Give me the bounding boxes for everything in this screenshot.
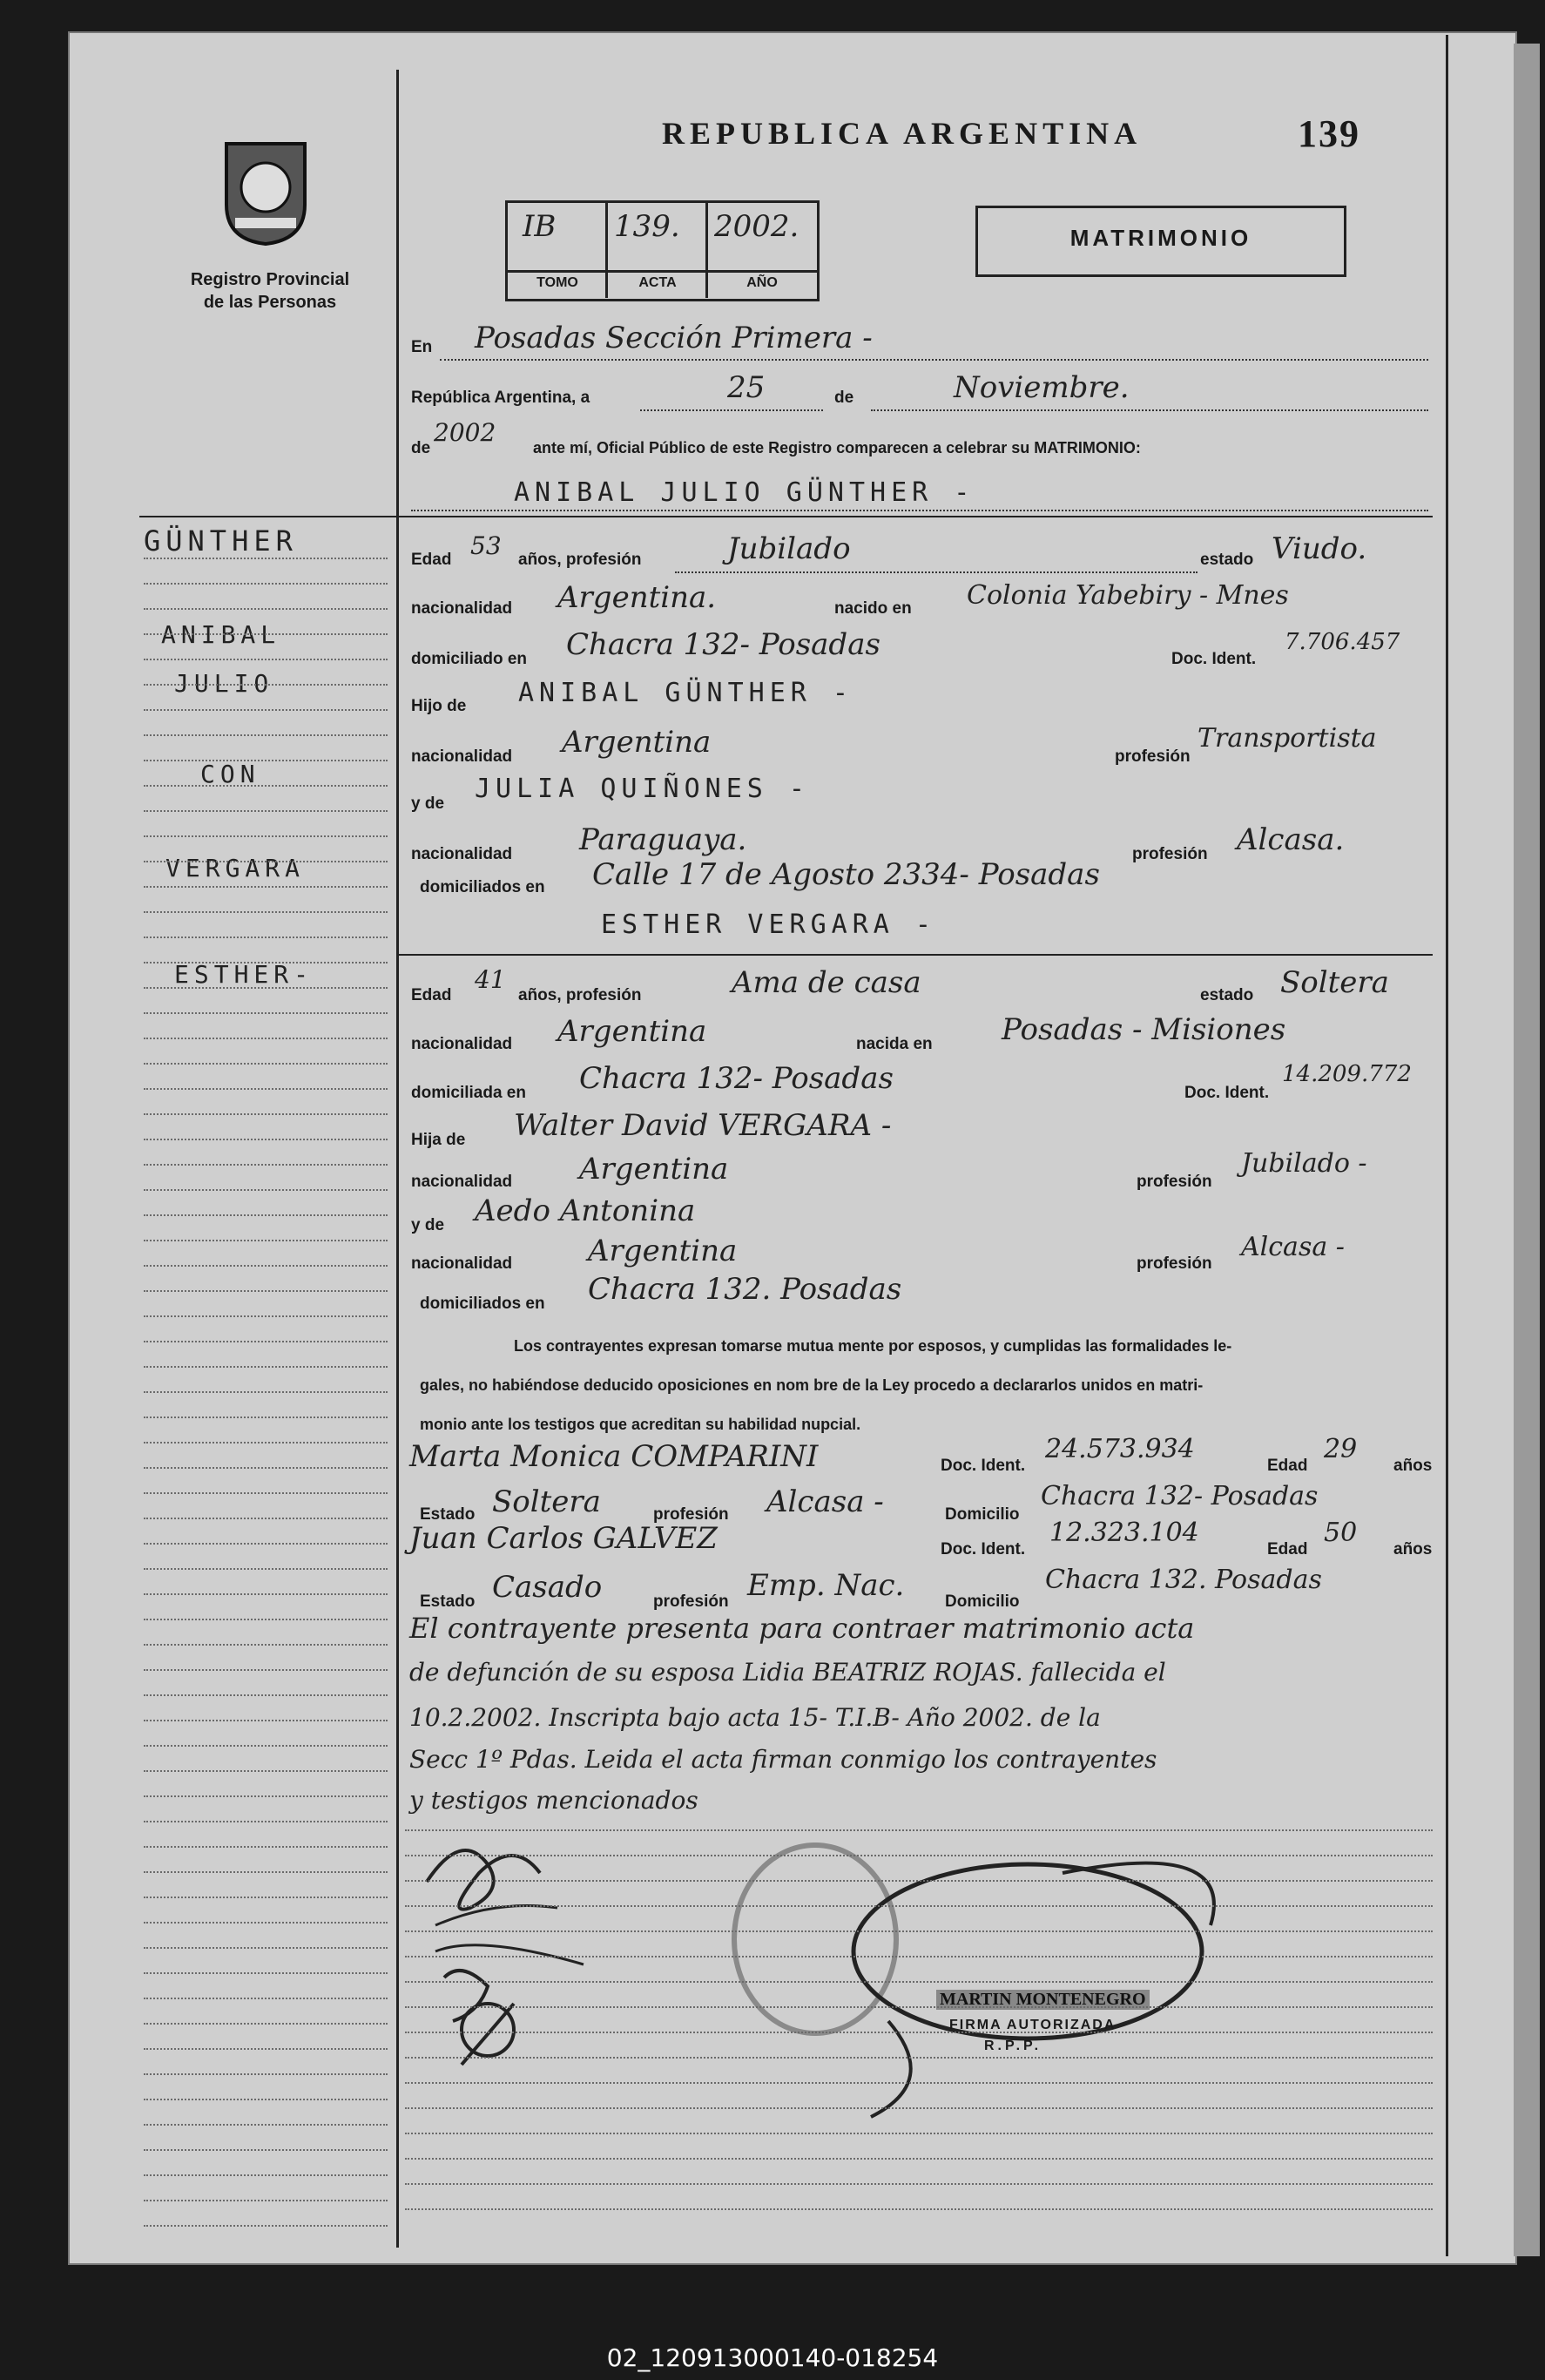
- margin-rule-line: [144, 2200, 388, 2201]
- paragraph-line: Los contrayentes expresan tomarse mutua mente por esposos, y cumplidas las formalidades le-: [514, 1337, 1232, 1355]
- label: Edad: [411, 551, 452, 569]
- label: y de: [411, 794, 445, 813]
- main-rule-line: [405, 2133, 1433, 2134]
- margin-rule-line: [144, 1972, 388, 1974]
- margin-rule-line: [144, 734, 388, 736]
- margin-rule-line: [144, 1821, 388, 1822]
- de-year-label: de: [411, 439, 431, 457]
- registry-name: Registro Provincial de las Personas: [190, 270, 350, 312]
- margin-rule-line: [144, 2048, 388, 2050]
- margin-rule-line: [144, 1265, 388, 1267]
- page-number: 139: [1298, 112, 1360, 155]
- label: profesión: [1115, 747, 1191, 766]
- ano-value: 2002.: [714, 209, 799, 244]
- de-label: de: [834, 389, 854, 407]
- line: [411, 510, 1428, 511]
- acta-value: 139.: [614, 209, 680, 244]
- margin-rule-line: [144, 1063, 388, 1065]
- groom-father-prof: Transportista: [1198, 723, 1377, 754]
- margin-con: CON: [200, 760, 260, 788]
- witness2-address: Chacra 132. Posadas: [1045, 1565, 1322, 1595]
- margin-rule-line: [144, 633, 388, 635]
- margin-rule-line: [144, 684, 388, 686]
- groom-age: 53: [470, 531, 502, 560]
- margin-rule-line: [144, 1922, 388, 1924]
- witness2-name: Juan Carlos GALVEZ: [409, 1521, 718, 1556]
- margin-rule-line: [144, 608, 388, 610]
- witness1-address: Chacra 132- Posadas: [1041, 1481, 1319, 1511]
- label: años, profesión: [518, 986, 642, 1004]
- margin-rule-line: [144, 1720, 388, 1721]
- main-rule-line: [405, 1956, 1433, 1957]
- margin-rule-line: [144, 2149, 388, 2151]
- note-line: El contrayente presenta para contraer matrimonio acta: [409, 1612, 1195, 1645]
- margin-rule-line: [144, 1947, 388, 1949]
- label: Edad: [1267, 1457, 1308, 1475]
- label: domiciliados en: [420, 1295, 545, 1313]
- note-line: de defunción de su esposa Lidia BEATRIZ ROJAS. fallecida el: [409, 1658, 1166, 1687]
- stamp-line: FIRMA AUTORIZADA: [949, 2018, 1117, 2032]
- margin-separator: [139, 516, 396, 517]
- bride-mother: Aedo Antonina: [475, 1193, 696, 1228]
- margin-rule-line: [144, 1442, 388, 1444]
- note-line: 10.2.2002. Inscripta bajo acta 15- T.I.B- Año 2002. de la: [409, 1703, 1101, 1732]
- main-rule-line: [405, 2006, 1433, 2008]
- margin-rule-line: [144, 1543, 388, 1545]
- note-line: y testigos mencionados: [409, 1786, 698, 1815]
- margin-rule-line: [144, 1568, 388, 1570]
- witness1-doc: 24.573.934: [1045, 1434, 1195, 1464]
- label: Doc. Ident.: [941, 1457, 1026, 1475]
- label: años: [1393, 1540, 1433, 1558]
- tomo-label: TOMO: [536, 275, 578, 290]
- margin-rule-line: [144, 709, 388, 711]
- margin-rule-line: [144, 1240, 388, 1241]
- witness1-status: Soltera: [492, 1484, 601, 1519]
- groom-mother-prof: Alcasa.: [1237, 822, 1345, 857]
- image-caption: 02_120913000140-018254: [606, 2343, 939, 2372]
- label: estado: [1200, 551, 1254, 569]
- margin-rule-line: [144, 861, 388, 862]
- label: profesión: [1137, 1254, 1212, 1273]
- margin-rule-line: [144, 1467, 388, 1469]
- main-rule-line: [405, 1930, 1433, 1932]
- label: nacionalidad: [411, 747, 513, 766]
- bride-status: Soltera: [1280, 965, 1389, 1000]
- margin-rule-line: [144, 1038, 388, 1039]
- line: [675, 571, 1198, 573]
- bride-father-prof: Jubilado -: [1241, 1148, 1367, 1179]
- label: domiciliada en: [411, 1084, 526, 1102]
- label: Hija de: [411, 1131, 466, 1149]
- margin-rule-line: [144, 1214, 388, 1216]
- margin-rule-line: [144, 1417, 388, 1418]
- label: años: [1393, 1457, 1433, 1475]
- witness1-age: 29: [1324, 1434, 1358, 1464]
- republica-label: República Argentina, a: [411, 389, 590, 407]
- margin-rule-line: [144, 1593, 388, 1595]
- margin-rule-line: [144, 2174, 388, 2176]
- margin-rule-line: [144, 2073, 388, 2075]
- margin-rule-line: [144, 911, 388, 913]
- witness2-status: Casado: [492, 1570, 603, 1605]
- margin-rule-line: [144, 1770, 388, 1772]
- main-rule-line: [405, 2183, 1433, 2185]
- day-value: 25: [727, 370, 766, 405]
- ante-label: ante mí, Oficial Público de este Registro comparecen a celebrar su MATRIMONIO:: [533, 439, 1141, 456]
- margin-rule-line: [144, 810, 388, 812]
- margin-rule-line: [144, 886, 388, 888]
- bride-mother-nat: Argentina: [588, 1234, 738, 1268]
- margin-name-groom: ANIBAL: [161, 620, 281, 649]
- record-divider: [505, 270, 817, 273]
- margin-rule-line: [144, 1518, 388, 1519]
- ano-label: AÑO: [746, 275, 778, 290]
- record-divider: [705, 202, 708, 298]
- margin-rule-line: [144, 835, 388, 837]
- signature-icon: [409, 1812, 636, 2073]
- margin-rule-line: [144, 1189, 388, 1191]
- margin-rule-line: [144, 1492, 388, 1494]
- act-type: MATRIMONIO: [1069, 225, 1252, 251]
- label: nacido en: [834, 599, 912, 618]
- column-divider: [396, 70, 399, 2248]
- main-rule-line: [405, 2057, 1433, 2059]
- bride-nationality: Argentina: [557, 1014, 707, 1049]
- paragraph-line: monio ante los testigos que acreditan su habilidad nupcial.: [420, 1416, 861, 1433]
- label: nacionalidad: [411, 845, 513, 863]
- margin-rule-line: [144, 2023, 388, 2025]
- year-value: 2002: [434, 418, 496, 447]
- groom-doc: 7.706.457: [1285, 629, 1400, 655]
- label: profesión: [1137, 1173, 1212, 1191]
- margin-rule-line: [144, 760, 388, 761]
- witness2-profession: Emp. Nac.: [747, 1568, 905, 1603]
- bride-address: Chacra 132- Posadas: [579, 1061, 894, 1096]
- label: Estado: [420, 1592, 476, 1611]
- margin-rule-line: [144, 1846, 388, 1848]
- margin-surname-groom: GÜNTHER: [144, 524, 298, 558]
- line: [871, 409, 1428, 411]
- margin-rule-line: [144, 1139, 388, 1140]
- margin-rule-line: [144, 1669, 388, 1671]
- tomo-value: IB: [523, 209, 557, 244]
- main-rule-line: [405, 2082, 1433, 2084]
- bride-father-nat: Argentina: [579, 1152, 729, 1187]
- margin-rule-line: [144, 2124, 388, 2126]
- main-rule-line: [405, 1829, 1433, 1831]
- main-rule-line: [405, 1880, 1433, 1882]
- margin-rule-line: [144, 1694, 388, 1696]
- margin-rule-line: [144, 785, 388, 787]
- label: domiciliado en: [411, 650, 528, 668]
- label: Domicilio: [945, 1505, 1020, 1524]
- label: profesión: [653, 1592, 729, 1611]
- margin-rule-line: [144, 1644, 388, 1646]
- bride-name: ESTHER VERGARA -: [601, 909, 936, 940]
- bride-doc: 14.209.772: [1282, 1061, 1412, 1087]
- groom-birthplace: Colonia Yabebiry - Mnes: [967, 580, 1289, 611]
- bride-profession: Ama de casa: [732, 965, 921, 1000]
- groom-address: Chacra 132- Posadas: [566, 627, 880, 662]
- witness2-age: 50: [1324, 1518, 1358, 1548]
- label: estado: [1200, 986, 1254, 1004]
- margin-surname-bride: VERGARA: [165, 854, 306, 882]
- label: profesión: [653, 1505, 729, 1524]
- section-separator: [396, 516, 1433, 517]
- acta-label: ACTA: [638, 275, 677, 290]
- margin-rule-line: [144, 659, 388, 660]
- margin-rule-line: [144, 1012, 388, 1014]
- groom-father: ANIBAL GÜNTHER -: [518, 678, 853, 708]
- margin-rule-line: [144, 1745, 388, 1747]
- margin-name-groom-2: JULIO: [174, 669, 274, 698]
- margin-rule-line: [144, 1391, 388, 1393]
- month-value: Noviembre.: [954, 370, 1130, 405]
- section-separator: [396, 954, 1433, 956]
- groom-nationality: Argentina.: [557, 580, 717, 615]
- margin-rule-line: [144, 1290, 388, 1292]
- main-rule-line: [405, 2032, 1433, 2033]
- record-divider: [605, 202, 608, 298]
- label: domiciliados en: [420, 878, 545, 896]
- margin-rule-line: [144, 1366, 388, 1368]
- margin-rule-line: [144, 583, 388, 585]
- label: Edad: [411, 986, 452, 1004]
- label: profesión: [1132, 845, 1208, 863]
- groom-parents-address: Calle 17 de Agosto 2334- Posadas: [592, 857, 1100, 892]
- label: nacionalidad: [411, 1173, 513, 1191]
- margin-rule-line: [144, 1998, 388, 1999]
- main-rule-line: [405, 2208, 1433, 2210]
- page-title: REPUBLICA ARGENTINA: [662, 116, 1143, 151]
- main-rule-line: [405, 2107, 1433, 2109]
- margin-rule-line: [144, 1341, 388, 1342]
- margin-rule-line: [144, 558, 388, 559]
- margin-rule-line: [144, 1088, 388, 1090]
- label: Estado: [420, 1505, 476, 1524]
- label: nacionalidad: [411, 1254, 513, 1273]
- margin-rule-line: [144, 962, 388, 963]
- line: [640, 409, 823, 411]
- label: Doc. Ident.: [941, 1540, 1026, 1558]
- en-label: En: [411, 338, 433, 356]
- bride-parents-address: Chacra 132. Posadas: [588, 1272, 902, 1307]
- margin-rule-line: [144, 2225, 388, 2227]
- bride-age: 41: [475, 965, 506, 994]
- margin-rule-line: [144, 1897, 388, 1898]
- label: Doc. Ident.: [1184, 1084, 1270, 1102]
- margin-rule-line: [144, 1113, 388, 1115]
- line: [440, 359, 1428, 361]
- page-edge: [1514, 44, 1540, 2256]
- main-rule-line: [405, 1905, 1433, 1907]
- margin-name-bride: ESTHER-: [174, 960, 314, 989]
- label: años, profesión: [518, 551, 642, 569]
- place-value: Posadas Sección Primera -: [475, 321, 873, 355]
- groom-profession: Jubilado: [727, 531, 851, 566]
- witness1-profession: Alcasa -: [766, 1484, 884, 1519]
- bride-mother-prof: Alcasa -: [1241, 1232, 1345, 1262]
- registry-seal-icon: [209, 135, 322, 248]
- bride-father: Walter David VERGARA -: [514, 1108, 892, 1143]
- label: nacionalidad: [411, 1035, 513, 1053]
- margin-rule-line: [144, 1164, 388, 1166]
- groom-status: Viudo.: [1272, 531, 1367, 566]
- label: Domicilio: [945, 1592, 1020, 1611]
- label: nacionalidad: [411, 599, 513, 618]
- stamp-line: MARTIN MONTENEGRO: [936, 1990, 1150, 2010]
- witness1-name: Marta Monica COMPARINI: [409, 1439, 819, 1474]
- groom-mother: JULIA QUIÑONES -: [475, 774, 810, 804]
- groom-mother-nat: Paraguaya.: [579, 822, 747, 857]
- label: Hijo de: [411, 697, 467, 715]
- margin-rule-line: [144, 1871, 388, 1873]
- label: y de: [411, 1216, 445, 1234]
- label: nacida en: [856, 1035, 933, 1053]
- main-rule-line: [405, 1855, 1433, 1856]
- label: Doc. Ident.: [1171, 650, 1257, 668]
- stamp-line: R.P.P.: [984, 2039, 1042, 2053]
- main-rule-line: [405, 2158, 1433, 2160]
- bride-birthplace: Posadas - Misiones: [1002, 1012, 1286, 1047]
- groom-name: ANIBAL JULIO GÜNTHER -: [514, 477, 975, 508]
- margin-rule-line: [144, 1619, 388, 1620]
- margin-rule-line: [144, 1315, 388, 1317]
- label: Edad: [1267, 1540, 1308, 1558]
- right-border: [1446, 35, 1448, 2256]
- paragraph-line: gales, no habiéndose deducido oposiciones en nom bre de la Ley procedo a declararlos unidos en matri-: [420, 1376, 1204, 1394]
- margin-rule-line: [144, 936, 388, 938]
- margin-rule-line: [144, 987, 388, 989]
- margin-rule-line: [144, 1795, 388, 1797]
- main-rule-line: [405, 1981, 1433, 1983]
- witness2-doc: 12.323.104: [1049, 1518, 1199, 1548]
- groom-father-nat: Argentina: [562, 725, 712, 760]
- margin-rule-line: [144, 2099, 388, 2100]
- note-line: Secc 1º Pdas. Leida el acta firman conmigo los contrayentes: [409, 1745, 1157, 1774]
